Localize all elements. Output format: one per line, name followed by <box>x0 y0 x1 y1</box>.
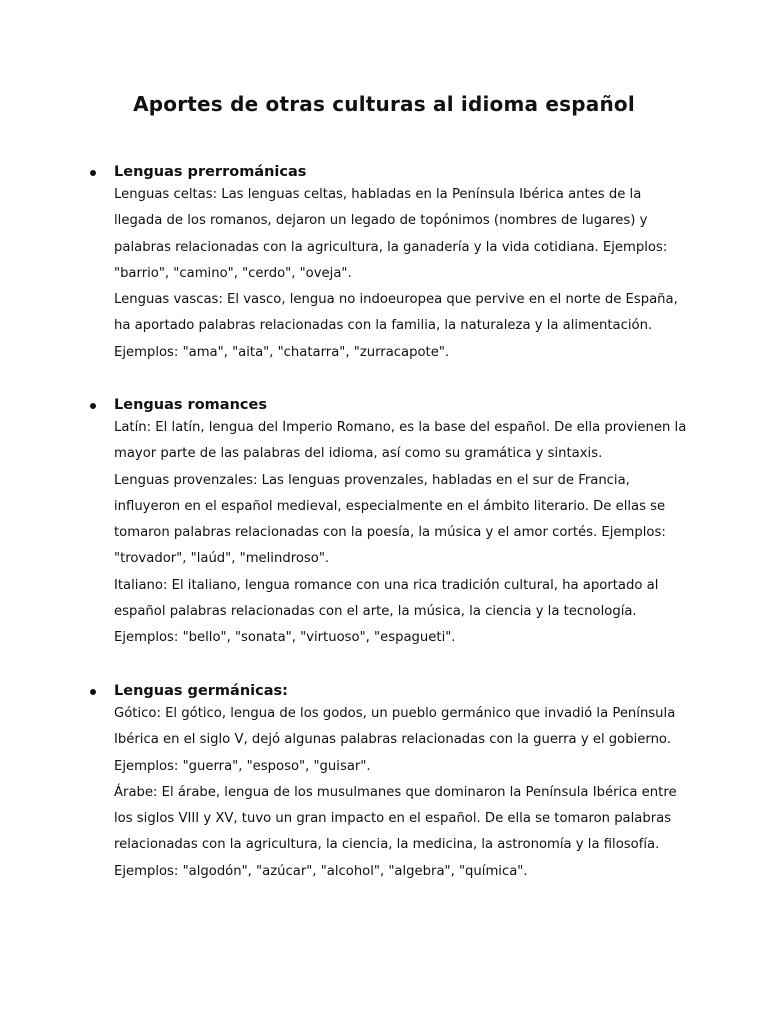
section-prerromanicas <box>88 162 688 366</box>
paragraph: Lenguas celtas: Las lenguas celtas, habladas en la Península Ibérica antes de la llegada de los romanos, dejaron un legado de topónimos (nombres de lugares) y palabras relacionadas con la agricultura, la ganadería y la vida cotidiana. Ejemplos: "barrio", "camino", "cerdo", "oveja". <box>114 187 668 281</box>
paragraph: Árabe: El árabe, lengua de los musulmanes que dominaron la Península Ibérica entre los siglos VIII y XV, tuvo un gran impacto en el español. De ella se tomaron palabras relacionadas con la agricultura, la ciencia, la medicina, la astronomía y la filosofía. Ejemplos: "algodón", "azúcar", "alcohol", "algebra", "química". <box>114 784 677 879</box>
section-romances <box>88 395 688 652</box>
section-heading <box>88 395 688 415</box>
section-heading <box>88 681 688 701</box>
paragraph: Italiano: El italiano, lengua romance con una rica tradición cultural, ha aportado al español palabras relacionadas con el arte, la música, la ciencia y la tecnología. Ejemplos: "bello", "sonata", "virtuoso", "espagueti". <box>114 577 659 646</box>
paragraph: Latín: El latín, lengua del Imperio Romano, es la base del español. De ella provienen la mayor parte de las palabras del idioma, así como su gramática y sintaxis. <box>114 420 687 462</box>
section-heading-text: Lenguas germánicas: <box>114 683 288 699</box>
paragraph: Gótico: El gótico, lengua de los godos, un pueblo germánico que invadió la Península Ibérica en el siglo V, dejó algunas palabras relacionadas con la guerra y el gobierno. Ejemplos: "guerra", "esposo", "guisar". <box>114 706 676 774</box>
section-heading-text: Lenguas prerrománicas <box>114 164 307 180</box>
bullet-icon <box>90 403 96 409</box>
section-heading <box>88 162 688 182</box>
bullet-icon <box>90 689 96 695</box>
paragraph: Lenguas provenzales: Las lenguas provenzales, habladas en el sur de Francia, influyeron en el español medieval, especialmente en el ámbito literario. De ellas se tomaron palabras relacionadas con la poesía, la música y el amor cortés. Ejemplos: "trovador", "laúd", "melindroso". <box>114 472 666 567</box>
section-heading-text: Lenguas romances <box>114 397 267 413</box>
bullet-icon <box>90 170 96 176</box>
section-germanicas <box>88 681 688 885</box>
paragraph: Lenguas vascas: El vasco, lengua no indoeuropea que pervive en el norte de España, ha aportado palabras relacionadas con la familia, la naturaleza y la alimentación. Ejemplos: "ama", "aita", "chatarra", "zurracapote". <box>114 292 678 360</box>
document-title: Aportes de otras culturas al idioma español <box>133 92 635 116</box>
